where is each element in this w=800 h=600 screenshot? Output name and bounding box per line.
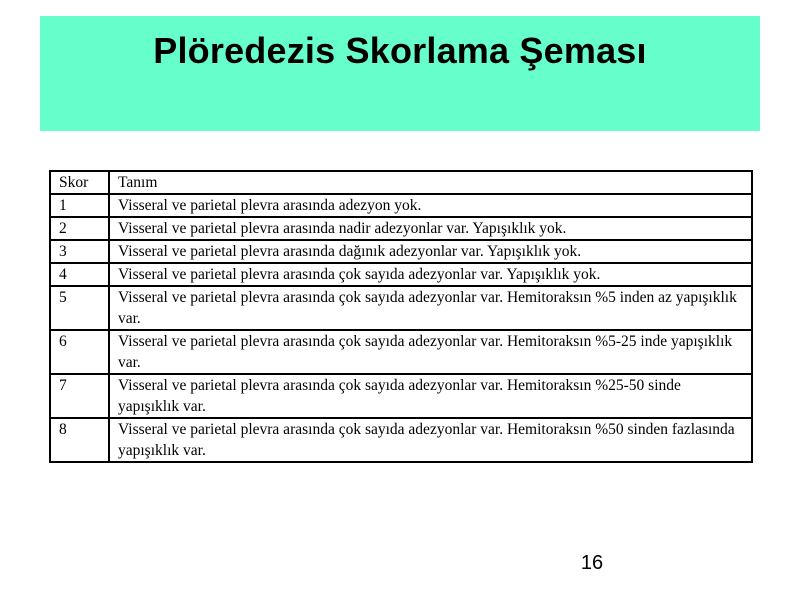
slide-title: Plöredezis Skorlama Şeması (153, 30, 647, 71)
score-cell: 1 (50, 194, 109, 217)
description-cell: Visseral ve parietal plevra arasında adezyon yok. (109, 194, 752, 217)
title-band (40, 16, 760, 131)
score-cell: 3 (50, 240, 109, 263)
description-cell: Visseral ve parietal plevra arasında çok sayıda adezyonlar var. Hemitoraksın %50 sinden fazlasında yapışıklık var. (109, 418, 752, 462)
scoring-table (49, 170, 753, 463)
score-cell: 5 (50, 286, 109, 330)
table-row (50, 240, 752, 263)
page-number: 16 (580, 552, 604, 574)
header-score: Skor (50, 171, 109, 194)
score-cell: 7 (50, 374, 109, 418)
description-cell: Visseral ve parietal plevra arasında çok sayıda adezyonlar var. Hemitoraksın %5 inden az yapışıklık var. (109, 286, 752, 330)
table-header-row (50, 171, 752, 194)
table-row (50, 263, 752, 286)
score-cell: 6 (50, 330, 109, 374)
description-cell: Visseral ve parietal plevra arasında nadir adezyonlar var. Yapışıklık yok. (109, 217, 752, 240)
score-cell: 8 (50, 418, 109, 462)
header-description: Tanım (109, 171, 752, 194)
table-row (50, 194, 752, 217)
description-cell: Visseral ve parietal plevra arasında dağınık adezyonlar var. Yapışıklık yok. (109, 240, 752, 263)
score-cell: 4 (50, 263, 109, 286)
score-cell: 2 (50, 217, 109, 240)
description-cell: Visseral ve parietal plevra arasında çok sayıda adezyonlar var. Hemitoraksın %25-50 sinde yapışıklık var. (109, 374, 752, 418)
table-row (50, 217, 752, 240)
description-cell: Visseral ve parietal plevra arasında çok sayıda adezyonlar var. Yapışıklık yok. (109, 263, 752, 286)
table-row (50, 374, 752, 418)
table-row (50, 286, 752, 330)
description-cell: Visseral ve parietal plevra arasında çok sayıda adezyonlar var. Hemitoraksın %5-25 inde yapışıklık var. (109, 330, 752, 374)
table-row (50, 330, 752, 374)
table-row (50, 418, 752, 462)
